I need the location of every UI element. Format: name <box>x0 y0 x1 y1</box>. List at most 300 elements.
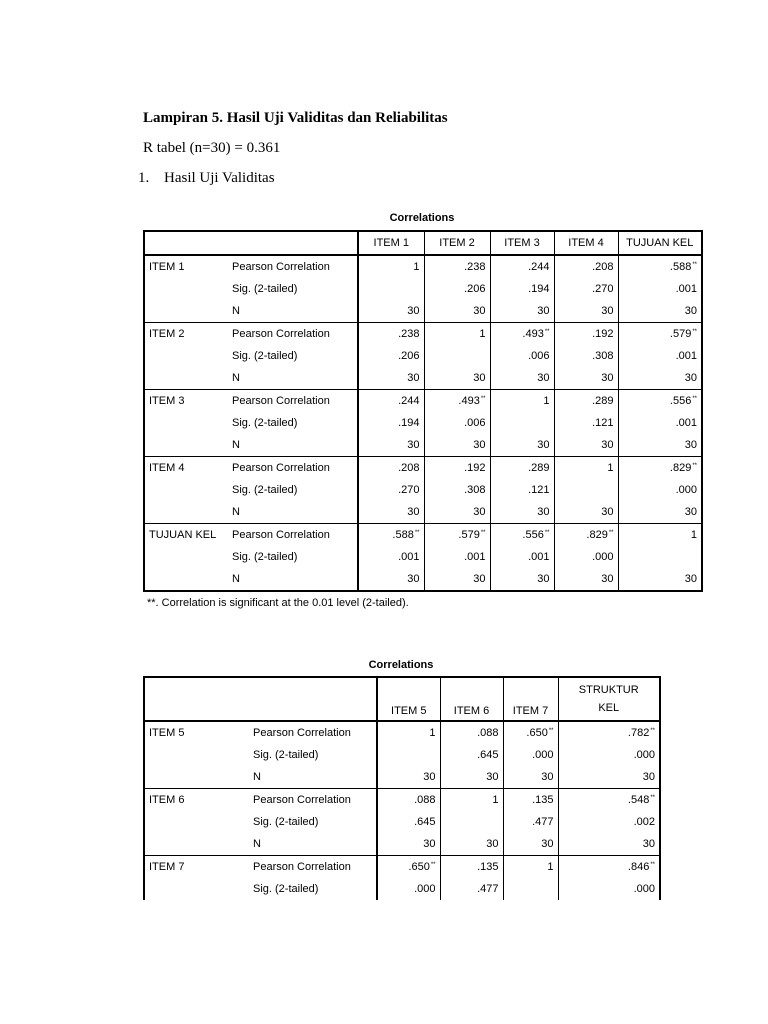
table-cell <box>554 568 618 591</box>
cell-value: .002 <box>633 816 655 828</box>
correlation-table-1 <box>143 230 703 592</box>
table-cell <box>358 457 424 480</box>
table-cell <box>424 568 490 591</box>
cell-value: .001 <box>675 417 697 429</box>
row-group-label <box>144 833 249 856</box>
cell-value: .088 <box>414 794 436 806</box>
table-cell <box>424 345 490 367</box>
table-cell <box>424 457 490 480</box>
cell-value: .238 <box>398 328 420 340</box>
table-cell <box>440 766 503 789</box>
table-row <box>144 546 702 568</box>
table-cell <box>558 744 660 766</box>
table-cell <box>503 789 558 812</box>
row-group-label: ITEM 4 <box>144 457 228 480</box>
cell-value: 1 <box>543 395 550 407</box>
column-header: TUJUAN KEL <box>618 231 702 255</box>
table-cell <box>558 833 660 856</box>
cell-value: 30 <box>684 506 697 518</box>
column-header: ITEM 1 <box>358 231 424 255</box>
table-cell <box>554 434 618 457</box>
row-group-label <box>144 345 228 367</box>
cell-value: 30 <box>486 838 499 850</box>
cell-value: .270 <box>398 484 420 496</box>
table-cell <box>490 323 554 346</box>
table-cell <box>490 412 554 434</box>
cell-value: 30 <box>473 439 486 451</box>
table-cell <box>554 412 618 434</box>
cell-value: 30 <box>601 305 614 317</box>
table-cell <box>377 744 440 766</box>
table-cell <box>377 789 440 812</box>
significance-marker: ** <box>414 530 420 536</box>
stat-label: Sig. (2-tailed) <box>232 551 298 563</box>
cell-value: 30 <box>537 573 550 585</box>
table-cell <box>358 479 424 501</box>
table-cell <box>490 367 554 390</box>
cell-value: 30 <box>601 573 614 585</box>
table-cell <box>377 811 440 833</box>
cell-value: 30 <box>537 305 550 317</box>
significance-marker: ** <box>544 530 550 536</box>
table-cell <box>358 255 424 278</box>
table-cell <box>440 833 503 856</box>
stat-label: N <box>253 838 261 850</box>
table-cell <box>554 390 618 413</box>
table-cell <box>618 479 702 501</box>
header-blank <box>144 231 358 255</box>
section-heading <box>138 170 275 187</box>
table-cell <box>490 524 554 547</box>
table-cell <box>618 546 702 568</box>
cell-value: .244 <box>528 261 550 273</box>
cell-value: 30 <box>684 573 697 585</box>
table-row <box>144 721 660 744</box>
table-cell <box>554 479 618 501</box>
cell-value: .579 <box>669 328 692 340</box>
table1-caption: Correlations <box>389 212 455 224</box>
stat-label: Pearson Correlation <box>232 261 330 273</box>
cell-value: 30 <box>541 838 554 850</box>
row-group-label <box>144 811 249 833</box>
significance-marker: ** <box>430 862 436 868</box>
significance-marker: ** <box>650 728 655 734</box>
table-cell <box>358 412 424 434</box>
cell-value: .192 <box>592 328 614 340</box>
table-cell <box>618 434 702 457</box>
table-cell <box>358 367 424 390</box>
table-cell <box>490 546 554 568</box>
table-cell <box>424 412 490 434</box>
table-cell <box>490 479 554 501</box>
stat-label: Sig. (2-tailed) <box>232 350 298 362</box>
table-cell <box>377 856 440 879</box>
table-cell <box>503 744 558 766</box>
significance-marker: ** <box>692 463 697 469</box>
cell-value: .192 <box>464 462 486 474</box>
table-cell <box>358 434 424 457</box>
table-cell <box>358 568 424 591</box>
significance-marker: ** <box>608 530 614 536</box>
table-row <box>144 766 660 789</box>
table-cell <box>377 878 440 900</box>
table1-footnote: **. Correlation is significant at the 0.01 level (2-tailed). <box>147 597 409 609</box>
row-group-label <box>144 367 228 390</box>
cell-value: 30 <box>684 305 697 317</box>
stat-label: N <box>232 372 240 384</box>
table-cell <box>618 255 702 278</box>
column-header: ITEM 4 <box>554 231 618 255</box>
stat-label: Pearson Correlation <box>228 390 358 413</box>
cell-value: .000 <box>633 883 655 895</box>
cell-value: .308 <box>464 484 486 496</box>
column-header: ITEM 7 <box>503 677 558 721</box>
cell-value: 30 <box>407 506 420 518</box>
cell-value: 30 <box>473 506 486 518</box>
cell-value: .194 <box>528 283 550 295</box>
stat-label: Sig. (2-tailed) <box>253 816 319 828</box>
cell-value: .000 <box>633 749 655 761</box>
table-cell <box>618 367 702 390</box>
cell-value: .001 <box>675 283 697 295</box>
cell-value: .650 <box>408 861 430 873</box>
table-row <box>144 434 702 457</box>
table-cell <box>424 546 490 568</box>
table-cell <box>440 744 503 766</box>
cell-value: .588 <box>669 261 692 273</box>
table-row <box>144 501 702 524</box>
table2-caption: Correlations <box>368 659 434 671</box>
cell-value: 30 <box>684 372 697 384</box>
table-cell <box>440 721 503 744</box>
significance-marker: ** <box>692 262 697 268</box>
significance-marker: ** <box>692 329 697 335</box>
table-cell <box>554 501 618 524</box>
table-cell <box>503 878 558 900</box>
cell-value: 30 <box>642 838 655 850</box>
cell-value: 30 <box>537 506 550 518</box>
cell-value: 30 <box>601 439 614 451</box>
table-cell <box>377 721 440 744</box>
row-group-label: ITEM 2 <box>144 323 228 346</box>
row-group-label <box>144 546 228 568</box>
cell-value: 30 <box>423 838 436 850</box>
table-cell <box>554 300 618 323</box>
table-cell <box>503 766 558 789</box>
table-cell <box>424 278 490 300</box>
table-cell <box>490 255 554 278</box>
cell-value: .493 <box>458 395 480 407</box>
column-header <box>558 677 660 721</box>
column-header-line1: STRUKTUR <box>578 684 639 696</box>
table-row <box>144 457 702 480</box>
cell-value: 1 <box>607 462 614 474</box>
table-cell <box>618 390 702 413</box>
cell-value: .645 <box>414 816 436 828</box>
table-cell <box>424 390 490 413</box>
cell-value: 30 <box>473 305 486 317</box>
row-group-label: ITEM 1 <box>144 255 228 278</box>
row-group-label: TUJUAN KEL <box>144 524 228 547</box>
table-row <box>144 412 702 434</box>
section-number: 1. <box>138 170 150 186</box>
table-cell <box>554 255 618 278</box>
header-blank <box>144 677 377 721</box>
column-header: ITEM 5 <box>377 677 440 721</box>
cell-value: .579 <box>458 529 480 541</box>
row-group-label <box>144 278 228 300</box>
table-cell <box>554 278 618 300</box>
significance-marker: ** <box>650 862 655 868</box>
table-cell <box>424 255 490 278</box>
cell-value: .006 <box>464 417 486 429</box>
r-table-value: R tabel (n=30) = 0.361 <box>143 140 281 156</box>
cell-value: .001 <box>464 551 486 563</box>
table-cell <box>358 524 424 547</box>
table-row <box>144 524 702 547</box>
row-group-label: ITEM 7 <box>144 856 249 879</box>
cell-value: .650 <box>526 727 548 739</box>
table-cell <box>440 789 503 812</box>
cell-value: .477 <box>477 883 499 895</box>
row-group-label <box>144 412 228 434</box>
cell-value: .289 <box>528 462 550 474</box>
table-cell <box>358 390 424 413</box>
table-cell <box>558 789 660 812</box>
table-cell <box>490 457 554 480</box>
table-cell <box>424 300 490 323</box>
stat-label: Sig. (2-tailed) <box>232 283 298 295</box>
cell-value: 1 <box>413 261 420 273</box>
table-row <box>144 811 660 833</box>
cell-value: .006 <box>528 350 550 362</box>
table-cell <box>503 833 558 856</box>
table-cell <box>424 479 490 501</box>
stat-label: Pearson Correlation <box>249 789 377 812</box>
table-row <box>144 345 702 367</box>
table-cell <box>424 367 490 390</box>
cell-value: .556 <box>669 395 692 407</box>
cell-value: 30 <box>407 372 420 384</box>
cell-value: 30 <box>473 573 486 585</box>
cell-value: 30 <box>423 771 436 783</box>
cell-value: .493 <box>522 328 544 340</box>
table-cell <box>554 345 618 367</box>
table-row <box>144 856 660 879</box>
cell-value: .001 <box>398 551 420 563</box>
table-cell <box>618 278 702 300</box>
cell-value: .121 <box>528 484 550 496</box>
table-cell <box>490 300 554 323</box>
stat-label: Pearson Correlation <box>228 524 358 547</box>
cell-value: 30 <box>473 372 486 384</box>
row-group-label <box>144 300 228 323</box>
table-cell <box>503 811 558 833</box>
cell-value: .588 <box>392 529 414 541</box>
cell-value: .135 <box>532 794 554 806</box>
stat-label: N <box>232 506 240 518</box>
row-group-label <box>144 434 228 457</box>
cell-value: .206 <box>398 350 420 362</box>
significance-marker: ** <box>480 396 486 402</box>
stat-label: Sig. (2-tailed) <box>232 484 298 496</box>
cell-value: 1 <box>547 861 554 873</box>
table-row <box>144 568 702 591</box>
stat-label: Sig. (2-tailed) <box>232 417 298 429</box>
cell-value: 30 <box>407 439 420 451</box>
cell-value: 30 <box>601 506 614 518</box>
stat-label: N <box>232 439 240 451</box>
column-header: ITEM 2 <box>424 231 490 255</box>
row-group-label <box>144 479 228 501</box>
table-cell <box>618 568 702 591</box>
table-cell <box>424 434 490 457</box>
significance-marker: ** <box>544 329 550 335</box>
section-title: Hasil Uji Validitas <box>164 170 275 186</box>
header-row <box>144 231 702 255</box>
cell-value: 30 <box>407 305 420 317</box>
cell-value: .829 <box>669 462 692 474</box>
table-cell <box>440 878 503 900</box>
cell-value: 30 <box>537 372 550 384</box>
column-header: ITEM 3 <box>490 231 554 255</box>
cell-value: .782 <box>627 727 650 739</box>
table-row <box>144 323 702 346</box>
stat-label: N <box>228 568 358 591</box>
stat-label: N <box>232 305 240 317</box>
table-cell <box>618 412 702 434</box>
table-row <box>144 789 660 812</box>
table-cell <box>618 323 702 346</box>
table-row <box>144 300 702 323</box>
table-cell <box>440 856 503 879</box>
table-cell <box>558 811 660 833</box>
cell-value: .645 <box>477 749 499 761</box>
table-cell <box>618 457 702 480</box>
header-row <box>144 677 660 721</box>
table-row <box>144 390 702 413</box>
stat-label: Pearson Correlation <box>228 457 358 480</box>
significance-marker: ** <box>692 396 697 402</box>
cell-value: 30 <box>684 439 697 451</box>
table-cell <box>490 345 554 367</box>
table-cell <box>558 766 660 789</box>
cell-value: .208 <box>398 462 420 474</box>
table-row <box>144 479 702 501</box>
table-row <box>144 278 702 300</box>
cell-value: .001 <box>528 551 550 563</box>
table-cell <box>503 721 558 744</box>
table-cell <box>554 457 618 480</box>
table-cell <box>424 501 490 524</box>
document-heading: Lampiran 5. Hasil Uji Validitas dan Reliabilitas <box>143 110 448 126</box>
row-group-label: ITEM 6 <box>144 789 249 812</box>
stat-label: Pearson Correlation <box>249 856 377 879</box>
cell-value: .206 <box>464 283 486 295</box>
cell-value: .556 <box>522 529 544 541</box>
stat-label: Sig. (2-tailed) <box>253 883 319 895</box>
row-group-label <box>144 501 228 524</box>
table-cell <box>554 524 618 547</box>
table-cell <box>440 811 503 833</box>
cell-value: .088 <box>477 727 499 739</box>
cell-value: 1 <box>690 529 697 541</box>
table-cell <box>490 568 554 591</box>
significance-marker: ** <box>650 795 655 801</box>
table-cell <box>618 300 702 323</box>
stat-label: Sig. (2-tailed) <box>253 749 319 761</box>
stat-label: Pearson Correlation <box>253 727 351 739</box>
column-header: ITEM 6 <box>440 677 503 721</box>
cell-value: 30 <box>407 573 420 585</box>
cell-value: .829 <box>586 529 608 541</box>
cell-value: .000 <box>414 883 436 895</box>
cell-value: .194 <box>398 417 420 429</box>
cell-value: .000 <box>675 484 697 496</box>
significance-marker: ** <box>480 530 486 536</box>
table-cell <box>558 878 660 900</box>
cell-value: 30 <box>541 771 554 783</box>
cell-value: .308 <box>592 350 614 362</box>
cell-value: 1 <box>492 794 499 806</box>
table-cell <box>358 278 424 300</box>
cell-value: .244 <box>398 395 420 407</box>
table-cell <box>554 546 618 568</box>
table-cell <box>358 546 424 568</box>
table-cell <box>358 345 424 367</box>
cell-value: 30 <box>601 372 614 384</box>
table-cell <box>490 501 554 524</box>
table-row <box>144 833 660 856</box>
table-row <box>144 878 660 900</box>
table-cell <box>358 300 424 323</box>
stat-label: Pearson Correlation <box>228 323 358 346</box>
cell-value: .121 <box>592 417 614 429</box>
cell-value: 1 <box>479 328 486 340</box>
cell-value: .477 <box>532 816 554 828</box>
table-cell <box>424 323 490 346</box>
table-cell <box>554 323 618 346</box>
cell-value: .270 <box>592 283 614 295</box>
table-row <box>144 255 702 278</box>
table-cell <box>558 856 660 879</box>
correlation-table-2 <box>143 676 661 900</box>
cell-value: .000 <box>592 551 614 563</box>
cell-value: .289 <box>592 395 614 407</box>
table-cell <box>490 278 554 300</box>
row-group-label: ITEM 5 <box>144 721 249 744</box>
cell-value: 1 <box>429 727 436 739</box>
table-cell <box>490 390 554 413</box>
table-cell <box>424 524 490 547</box>
table-row <box>144 744 660 766</box>
table-cell <box>358 501 424 524</box>
table-cell <box>358 323 424 346</box>
row-group-label <box>144 766 249 789</box>
cell-value: .135 <box>477 861 499 873</box>
table-cell <box>618 345 702 367</box>
row-group-label <box>144 568 228 591</box>
cell-value: .000 <box>532 749 554 761</box>
cell-value: .548 <box>627 794 650 806</box>
cell-value: .846 <box>627 861 650 873</box>
significance-marker: ** <box>548 728 554 734</box>
column-header-line2: KEL <box>598 702 620 714</box>
table-cell <box>618 501 702 524</box>
cell-value: .208 <box>592 261 614 273</box>
table-cell <box>558 721 660 744</box>
row-group-label <box>144 878 249 900</box>
